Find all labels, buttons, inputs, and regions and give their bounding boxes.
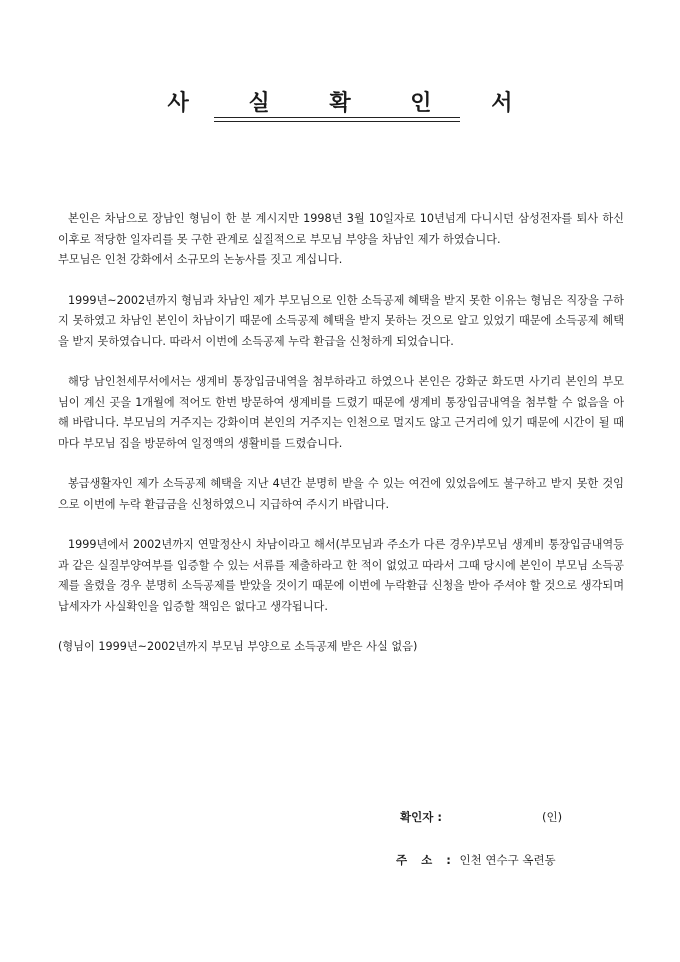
address-value: 인천 연수구 옥련동 xyxy=(459,853,556,867)
confirmer-label: 확인자 : xyxy=(400,810,442,824)
paragraph-4: 해당 남인천세무서에서는 생계비 통장입금내역을 첨부하라고 하였으나 본인은 강화군 화도면 사기리 본인의 부모님이 계신 곳을 1개월에 적어도 한번 방문하여 생계비를 드렸기 때문에 생계비 통장입금내역을 첨부할 수 없음을 아해 바랍니다. 부모님의 거주지는 강화이며 본인의 거주지는 인천으로 멀지도 않고 근거리에 있기 때문에 시간이 될 때마다 부모님 집을 방문하여 일정액의 생활비를 드렸습니다. xyxy=(58,375,624,450)
address-line xyxy=(396,852,556,868)
address-label: 주 소 : xyxy=(396,853,456,867)
paragraph-6: 1999년에서 2002년까지 연말정산시 차남이라고 해서(부모님과 주소가 다른 경우)부모님 생계비 통장입금내역등과 같은 실질부양여부를 입증할 수 있는 서류를 제출하라고 한 적이 없었고 따라서 그때 당시에 본인이 부모님 소득공제를 올렸을 경우 분명히 소득공제를 받았을 것이기 때문에 이번에 누락환급 신청을 받아 주셔야 할 것으로 생각되며 납세자가 사실확인을 입증할 책임은 없다고 생각됩니다. xyxy=(58,538,624,613)
paragraph-1: 본인은 차남으로 장남인 형님이 한 분 계시지만 1998년 3월 10일자로 10년넘게 다니시던 삼성전자를 퇴사 하신 이후로 적당한 일자리를 못 구한 관계로 실질적으로 부모님 부양을 차남인 제가 하였습니다. xyxy=(58,212,624,246)
paragraph-2: 부모님은 인천 강화에서 소규모의 논농사를 짓고 계십니다. xyxy=(58,253,343,266)
paragraph-7: (형님이 1999년~2002년까지 부모님 부양으로 소득공제 받은 사실 없음) xyxy=(58,640,418,653)
paragraph-5: 봉급생활자인 제가 소득공제 혜택을 지난 4년간 분명히 받을 수 있는 여건에 있었음에도 불구하고 받지 못한 것임으로 이번에 누락 환급금을 신청하였으니 지급하여 주시기 바랍니다. xyxy=(58,477,624,511)
title-underline-top xyxy=(214,117,460,118)
seal-mark: (인) xyxy=(542,810,563,824)
confirmer-line xyxy=(400,809,563,825)
document-title: 사 실 확 인 서 xyxy=(167,90,539,116)
paragraph-3: 1999년~2002년까지 형님과 차남인 제가 부모님으로 인한 소득공제 혜택을 받지 못한 이유는 형님은 직장을 구하지 못하였고 차남인 본인이 차남이기 때문에 소득공제 혜택을 받지 못하는 것으로 알고 있었기 때문에 소득공제 혜택을 받지 못하였습니다. 따라서 이번에 소득공제 누락 환급을 신청하게 되었습니다. xyxy=(58,293,624,348)
title-underline-bottom xyxy=(214,121,460,122)
document-body xyxy=(58,209,624,658)
